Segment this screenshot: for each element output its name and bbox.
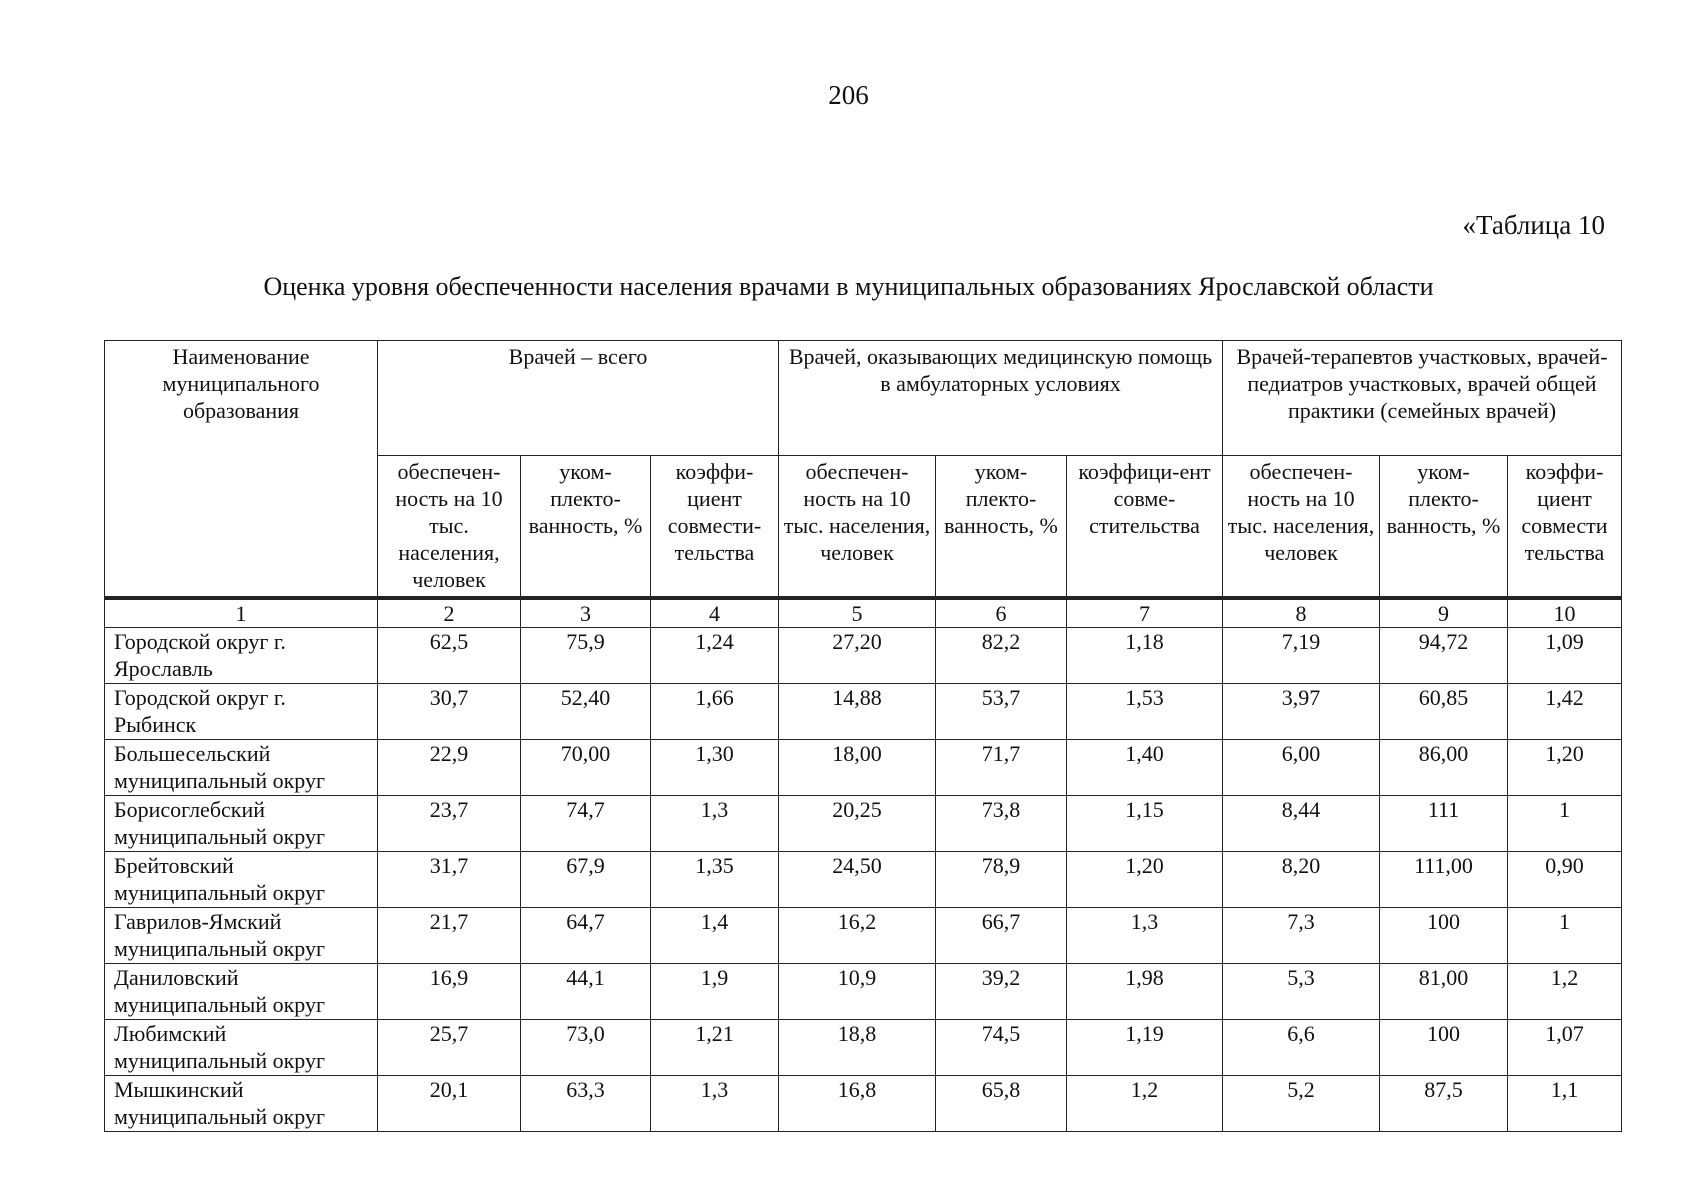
- value-cell: 31,7: [378, 852, 521, 908]
- table-row: [105, 852, 1622, 908]
- table-row: [105, 628, 1622, 684]
- value-cell: 1,18: [1067, 628, 1223, 684]
- municipality-name: Борисоглебский муниципальный округ: [105, 796, 378, 852]
- value-cell: 1,66: [651, 684, 779, 740]
- value-cell: 6,6: [1223, 1020, 1380, 1076]
- value-cell: 1,42: [1508, 684, 1622, 740]
- column-number: 10: [1508, 598, 1622, 628]
- value-cell: 1,98: [1067, 964, 1223, 1020]
- municipality-name: Городской округ г. Ярославль: [105, 628, 378, 684]
- value-cell: 71,7: [936, 740, 1067, 796]
- value-cell: 60,85: [1380, 684, 1508, 740]
- group-header-all-doctors: Врачей – всего: [378, 341, 779, 456]
- value-cell: 75,9: [521, 628, 651, 684]
- municipality-name: Брейтовский муниципальный округ: [105, 852, 378, 908]
- value-cell: 20,1: [378, 1076, 521, 1132]
- subheader-cell: обеспечен-ность на 10 тыс. населения, человек: [378, 456, 521, 599]
- value-cell: 1,30: [651, 740, 779, 796]
- value-cell: 82,2: [936, 628, 1067, 684]
- value-cell: 16,9: [378, 964, 521, 1020]
- value-cell: 5,2: [1223, 1076, 1380, 1132]
- column-number-row: [105, 598, 1622, 628]
- value-cell: 8,44: [1223, 796, 1380, 852]
- column-number: 1: [105, 598, 378, 628]
- value-cell: 18,8: [779, 1020, 936, 1076]
- value-cell: 64,7: [521, 908, 651, 964]
- value-cell: 87,5: [1380, 1076, 1508, 1132]
- value-cell: 1,1: [1508, 1076, 1622, 1132]
- value-cell: 18,00: [779, 740, 936, 796]
- name-column-header: Наименование муниципального образования: [105, 341, 378, 599]
- value-cell: 1,15: [1067, 796, 1223, 852]
- value-cell: 70,00: [521, 740, 651, 796]
- value-cell: 25,7: [378, 1020, 521, 1076]
- value-cell: 16,2: [779, 908, 936, 964]
- column-number: 5: [779, 598, 936, 628]
- physician-provision-table: [104, 340, 1622, 1132]
- value-cell: 1,53: [1067, 684, 1223, 740]
- municipality-name: Мышкинский муниципальный округ: [105, 1076, 378, 1132]
- value-cell: 6,00: [1223, 740, 1380, 796]
- value-cell: 1,09: [1508, 628, 1622, 684]
- municipality-name: Даниловский муниципальный округ: [105, 964, 378, 1020]
- value-cell: 1,3: [1067, 908, 1223, 964]
- municipality-name: Гаврилов-Ямский муниципальный округ: [105, 908, 378, 964]
- value-cell: 10,9: [779, 964, 936, 1020]
- subheader-cell: коэффи-циент совмести-тельства: [651, 456, 779, 599]
- value-cell: 1,9: [651, 964, 779, 1020]
- value-cell: 1,3: [651, 796, 779, 852]
- subheader-cell: обеспечен-ность на 10 тыс. населения, человек: [1223, 456, 1380, 599]
- column-number: 2: [378, 598, 521, 628]
- value-cell: 7,19: [1223, 628, 1380, 684]
- value-cell: 74,7: [521, 796, 651, 852]
- value-cell: 1,24: [651, 628, 779, 684]
- table-row: [105, 964, 1622, 1020]
- table-row: [105, 740, 1622, 796]
- value-cell: 20,25: [779, 796, 936, 852]
- value-cell: 1,07: [1508, 1020, 1622, 1076]
- value-cell: 1,35: [651, 852, 779, 908]
- column-number: 4: [651, 598, 779, 628]
- subheader-cell: коэффици-ент совме-стительства: [1067, 456, 1223, 599]
- value-cell: 1,40: [1067, 740, 1223, 796]
- value-cell: 1,20: [1067, 852, 1223, 908]
- subheader-cell: уком-плекто-ванность, %: [936, 456, 1067, 599]
- table-row: [105, 908, 1622, 964]
- document-title: Оценка уровня обеспеченности населения врачами в муниципальных образованиях Ярославской области: [263, 272, 1434, 301]
- value-cell: 0,90: [1508, 852, 1622, 908]
- subheader-cell: обеспечен-ность на 10 тыс. населения, человек: [779, 456, 936, 599]
- value-cell: 94,72: [1380, 628, 1508, 684]
- table-row: [105, 1020, 1622, 1076]
- municipality-name: Большесельский муниципальный округ: [105, 740, 378, 796]
- value-cell: 111: [1380, 796, 1508, 852]
- value-cell: 16,8: [779, 1076, 936, 1132]
- value-cell: 73,0: [521, 1020, 651, 1076]
- group-header-row: [105, 341, 1622, 456]
- column-number: 9: [1380, 598, 1508, 628]
- value-cell: 53,7: [936, 684, 1067, 740]
- value-cell: 62,5: [378, 628, 521, 684]
- value-cell: 44,1: [521, 964, 651, 1020]
- value-cell: 52,40: [521, 684, 651, 740]
- value-cell: 39,2: [936, 964, 1067, 1020]
- value-cell: 65,8: [936, 1076, 1067, 1132]
- value-cell: 22,9: [378, 740, 521, 796]
- value-cell: 63,3: [521, 1076, 651, 1132]
- column-number: 6: [936, 598, 1067, 628]
- value-cell: 74,5: [936, 1020, 1067, 1076]
- value-cell: 3,97: [1223, 684, 1380, 740]
- value-cell: 1,19: [1067, 1020, 1223, 1076]
- value-cell: 66,7: [936, 908, 1067, 964]
- value-cell: 21,7: [378, 908, 521, 964]
- group-header-outpatient-doctors: Врачей, оказывающих медицинскую помощь в амбулаторных условиях: [779, 341, 1223, 456]
- subheader-cell: уком-плекто-ванность, %: [1380, 456, 1508, 599]
- municipality-name: Городской округ г. Рыбинск: [105, 684, 378, 740]
- group-header-district-doctors: Врачей-терапевтов участковых, врачей-педиатров участковых, врачей общей практики (семейных врачей): [1223, 341, 1622, 456]
- value-cell: 111,00: [1380, 852, 1508, 908]
- subheader-cell: уком-плекто-ванность, %: [521, 456, 651, 599]
- value-cell: 67,9: [521, 852, 651, 908]
- value-cell: 81,00: [1380, 964, 1508, 1020]
- value-cell: 78,9: [936, 852, 1067, 908]
- value-cell: 1: [1508, 908, 1622, 964]
- table-row: [105, 684, 1622, 740]
- municipality-name: Любимский муниципальный округ: [105, 1020, 378, 1076]
- value-cell: 1,4: [651, 908, 779, 964]
- value-cell: 100: [1380, 908, 1508, 964]
- value-cell: 1,21: [651, 1020, 779, 1076]
- value-cell: 1: [1508, 796, 1622, 852]
- column-number: 3: [521, 598, 651, 628]
- value-cell: 23,7: [378, 796, 521, 852]
- table-row: [105, 796, 1622, 852]
- page-number: 206: [828, 80, 869, 110]
- column-number: 8: [1223, 598, 1380, 628]
- value-cell: 1,3: [651, 1076, 779, 1132]
- value-cell: 1,2: [1508, 964, 1622, 1020]
- table-label: «Таблица 10: [1462, 210, 1605, 240]
- value-cell: 27,20: [779, 628, 936, 684]
- value-cell: 1,20: [1508, 740, 1622, 796]
- value-cell: 1,2: [1067, 1076, 1223, 1132]
- value-cell: 8,20: [1223, 852, 1380, 908]
- value-cell: 86,00: [1380, 740, 1508, 796]
- value-cell: 73,8: [936, 796, 1067, 852]
- column-number: 7: [1067, 598, 1223, 628]
- value-cell: 100: [1380, 1020, 1508, 1076]
- table-body: [105, 341, 1622, 1132]
- table-row: [105, 1076, 1622, 1132]
- value-cell: 5,3: [1223, 964, 1380, 1020]
- value-cell: 7,3: [1223, 908, 1380, 964]
- value-cell: 24,50: [779, 852, 936, 908]
- value-cell: 30,7: [378, 684, 521, 740]
- subheader-cell: коэффи-циент совмести тельства: [1508, 456, 1622, 599]
- value-cell: 14,88: [779, 684, 936, 740]
